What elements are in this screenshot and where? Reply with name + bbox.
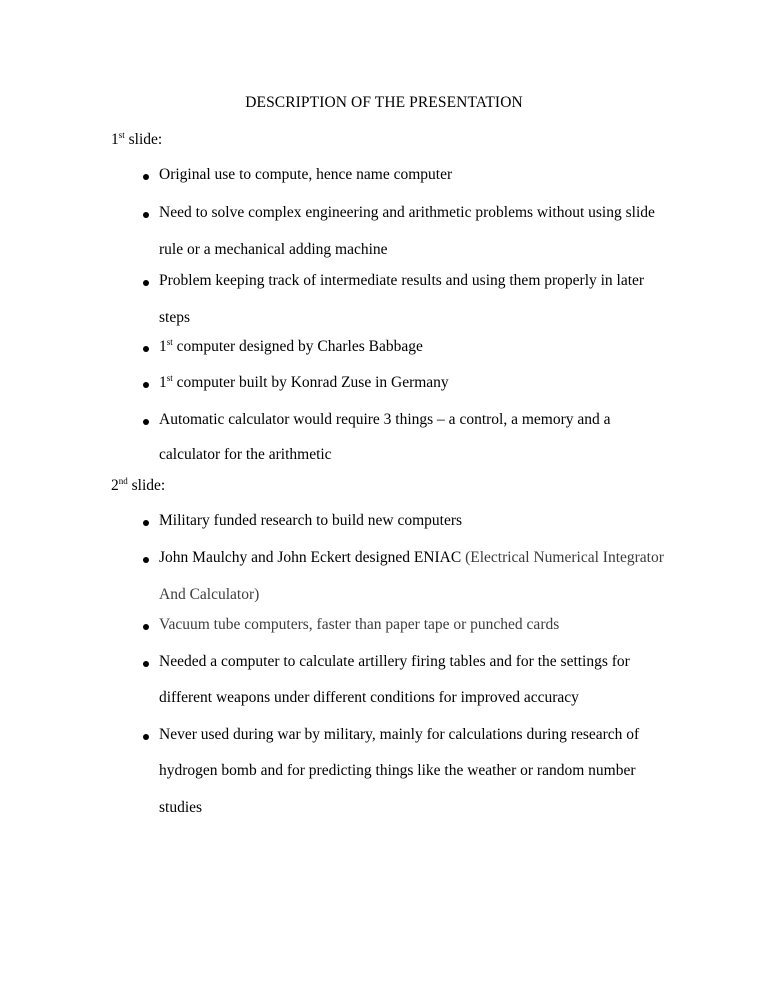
bullet-text xyxy=(159,374,449,392)
slide-2-label: slide: xyxy=(127,477,166,494)
bullet-icon xyxy=(143,280,149,286)
bullet-icon xyxy=(143,419,149,425)
slide-1-label: slide: xyxy=(124,131,163,148)
slide-2-heading xyxy=(111,477,165,495)
bullet-text-continuation: hydrogen bomb and for predicting things like the weather or random number xyxy=(159,762,636,779)
bullet-text: Vacuum tube computers, faster than paper tape or punched cards xyxy=(159,616,560,633)
bullet-icon xyxy=(143,174,149,180)
bullet-text: Automatic calculator would require 3 things – a control, a memory and a xyxy=(159,411,611,428)
bullet-text: Original use to compute, hence name computer xyxy=(159,166,453,183)
bullet-text-body: computer built by Konrad Zuse in Germany xyxy=(172,374,449,391)
slide-2-ordinal: nd xyxy=(118,476,128,486)
document-title: DESCRIPTION OF THE PRESENTATION xyxy=(245,94,523,111)
bullet-text: Need to solve complex engineering and arithmetic problems without using slide xyxy=(159,204,655,221)
slide-2-number: 2 xyxy=(111,477,119,494)
bullet-text-body: computer designed by Charles Babbage xyxy=(172,338,423,355)
bullet-text-continuation: rule or a mechanical adding machine xyxy=(159,241,388,258)
bullet-icon xyxy=(143,661,149,667)
slide-1-heading xyxy=(111,131,162,149)
bullet-text: Military funded research to build new computers xyxy=(159,512,463,529)
bullet-text-continuation: different weapons under different conditions for improved accuracy xyxy=(159,689,579,706)
bullet-text-body: John Maulchy and John Eckert designed ENIAC xyxy=(159,549,466,566)
bullet-icon xyxy=(143,212,149,218)
bullet-icon xyxy=(143,557,149,563)
slide-1-number: 1 xyxy=(111,131,119,148)
bullet-text xyxy=(159,338,423,356)
bullet-text-continuation: steps xyxy=(159,309,190,326)
bullet-icon xyxy=(143,346,149,352)
bullet-icon xyxy=(143,382,149,388)
slide-1-ordinal: st xyxy=(118,130,125,140)
ordinal-number: 1 xyxy=(159,338,167,355)
bullet-icon xyxy=(143,520,149,526)
bullet-text-continuation: And Calculator) xyxy=(159,586,260,603)
bullet-text: Never used during war by military, mainly for calculations during research of xyxy=(159,726,640,743)
bullet-text: Problem keeping track of intermediate results and using them properly in later xyxy=(159,272,645,289)
eniac-expansion: (Electrical Numerical Integrator xyxy=(465,549,664,566)
ordinal-number: 1 xyxy=(159,374,167,391)
ordinal-suffix: st xyxy=(166,337,173,347)
bullet-text xyxy=(159,549,664,567)
bullet-text-continuation: studies xyxy=(159,799,203,816)
bullet-text-continuation: calculator for the arithmetic xyxy=(159,446,332,463)
bullet-icon xyxy=(143,734,149,740)
bullet-icon xyxy=(143,624,149,630)
ordinal-suffix: st xyxy=(166,373,173,383)
bullet-text: Needed a computer to calculate artillery firing tables and for the settings for xyxy=(159,653,630,670)
